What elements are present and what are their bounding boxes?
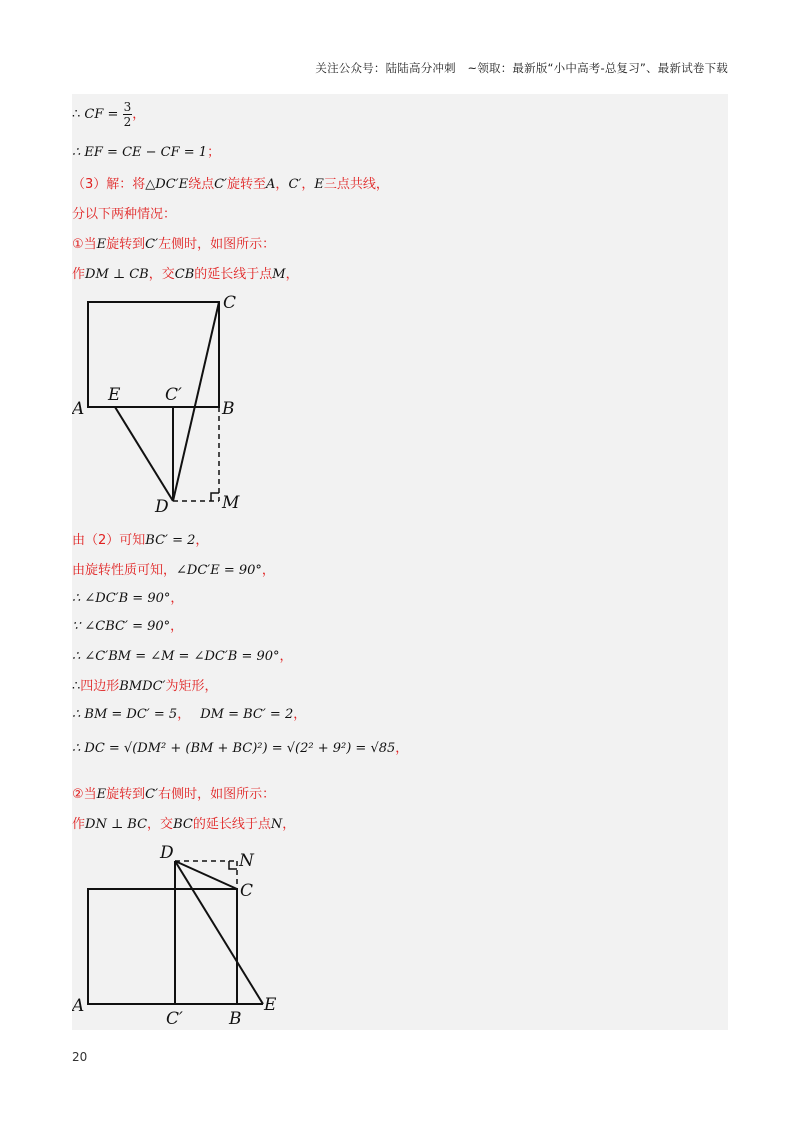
label-c-prime: C′ xyxy=(166,1009,183,1029)
label-d: D xyxy=(160,844,174,863)
line-cases: 分以下两种情况： xyxy=(72,207,177,222)
segment-ed xyxy=(115,407,173,501)
label-d: D xyxy=(155,497,169,516)
label-b: B xyxy=(222,399,235,419)
line-cf: ∴ CF = $\frac{3}{2}$ ， xyxy=(72,100,146,129)
figure-case2 xyxy=(72,844,302,1030)
line-rotation-property: 由旋转性质可知，∠DC′E = 90°， xyxy=(72,563,275,578)
label-a: A xyxy=(72,996,85,1016)
page-number: 20 xyxy=(72,1050,88,1064)
label-n: N xyxy=(239,851,254,871)
fraction-3-2: $\frac{3}{2}$ xyxy=(123,100,132,129)
line-construct-dn: 作DN ⊥ BC，交BC的延长线于点N， xyxy=(72,817,296,832)
line-construct-dm: 作DM ⊥ CB，交CB的延长线于点M， xyxy=(72,267,299,282)
solution-content xyxy=(72,94,728,1030)
page-header: 关注公众号：陆陆高分冲刺 ~领取：最新版“小中高考-总复习”、最新试卷下载 xyxy=(315,61,728,75)
right-angle-mark-n xyxy=(229,861,237,869)
line-rectangle: ∴四边形BMDC′为矩形， xyxy=(72,679,218,694)
line-dc-result: ∴ DC = √(DM² + (BM + BC)²) = √(2² + 9²) = √85， xyxy=(72,741,409,756)
label-b: B xyxy=(229,1009,242,1029)
label-c: C xyxy=(240,881,254,901)
line-case2: ②当E旋转到C′右侧时，如图所示： xyxy=(72,787,276,802)
line-from-part2: 由（2）可知BC′ = 2， xyxy=(72,533,209,548)
line-ef: ∴ EF = CE − CF = 1； xyxy=(72,145,221,160)
label-m: M xyxy=(222,493,240,513)
label-e: E xyxy=(264,995,277,1015)
rectangle-abcd xyxy=(88,889,237,1004)
line-angle-cbc: ∵ ∠CBC′ = 90°， xyxy=(72,619,184,634)
label-c: C xyxy=(223,293,237,313)
line-part3: （3）解：将△DC′E绕点C′旋转至A，C′，E三点共线， xyxy=(72,177,389,192)
line-angles-90: ∴ ∠C′BM = ∠M = ∠DC′B = 90°， xyxy=(72,649,293,664)
figure-case1 xyxy=(72,290,292,516)
line-angle-dcb: ∴ ∠DC′B = 90°， xyxy=(72,591,184,606)
label-c-prime: C′ xyxy=(165,385,182,405)
label-e: E xyxy=(108,385,121,405)
line-case1: ①当E旋转到C′左侧时，如图所示： xyxy=(72,237,276,252)
right-angle-mark-m xyxy=(211,493,219,501)
label-a: A xyxy=(72,399,85,419)
line-bm-dm: ∴ BM = DC′ = 5， DM = BC′ = 2， xyxy=(72,707,307,722)
